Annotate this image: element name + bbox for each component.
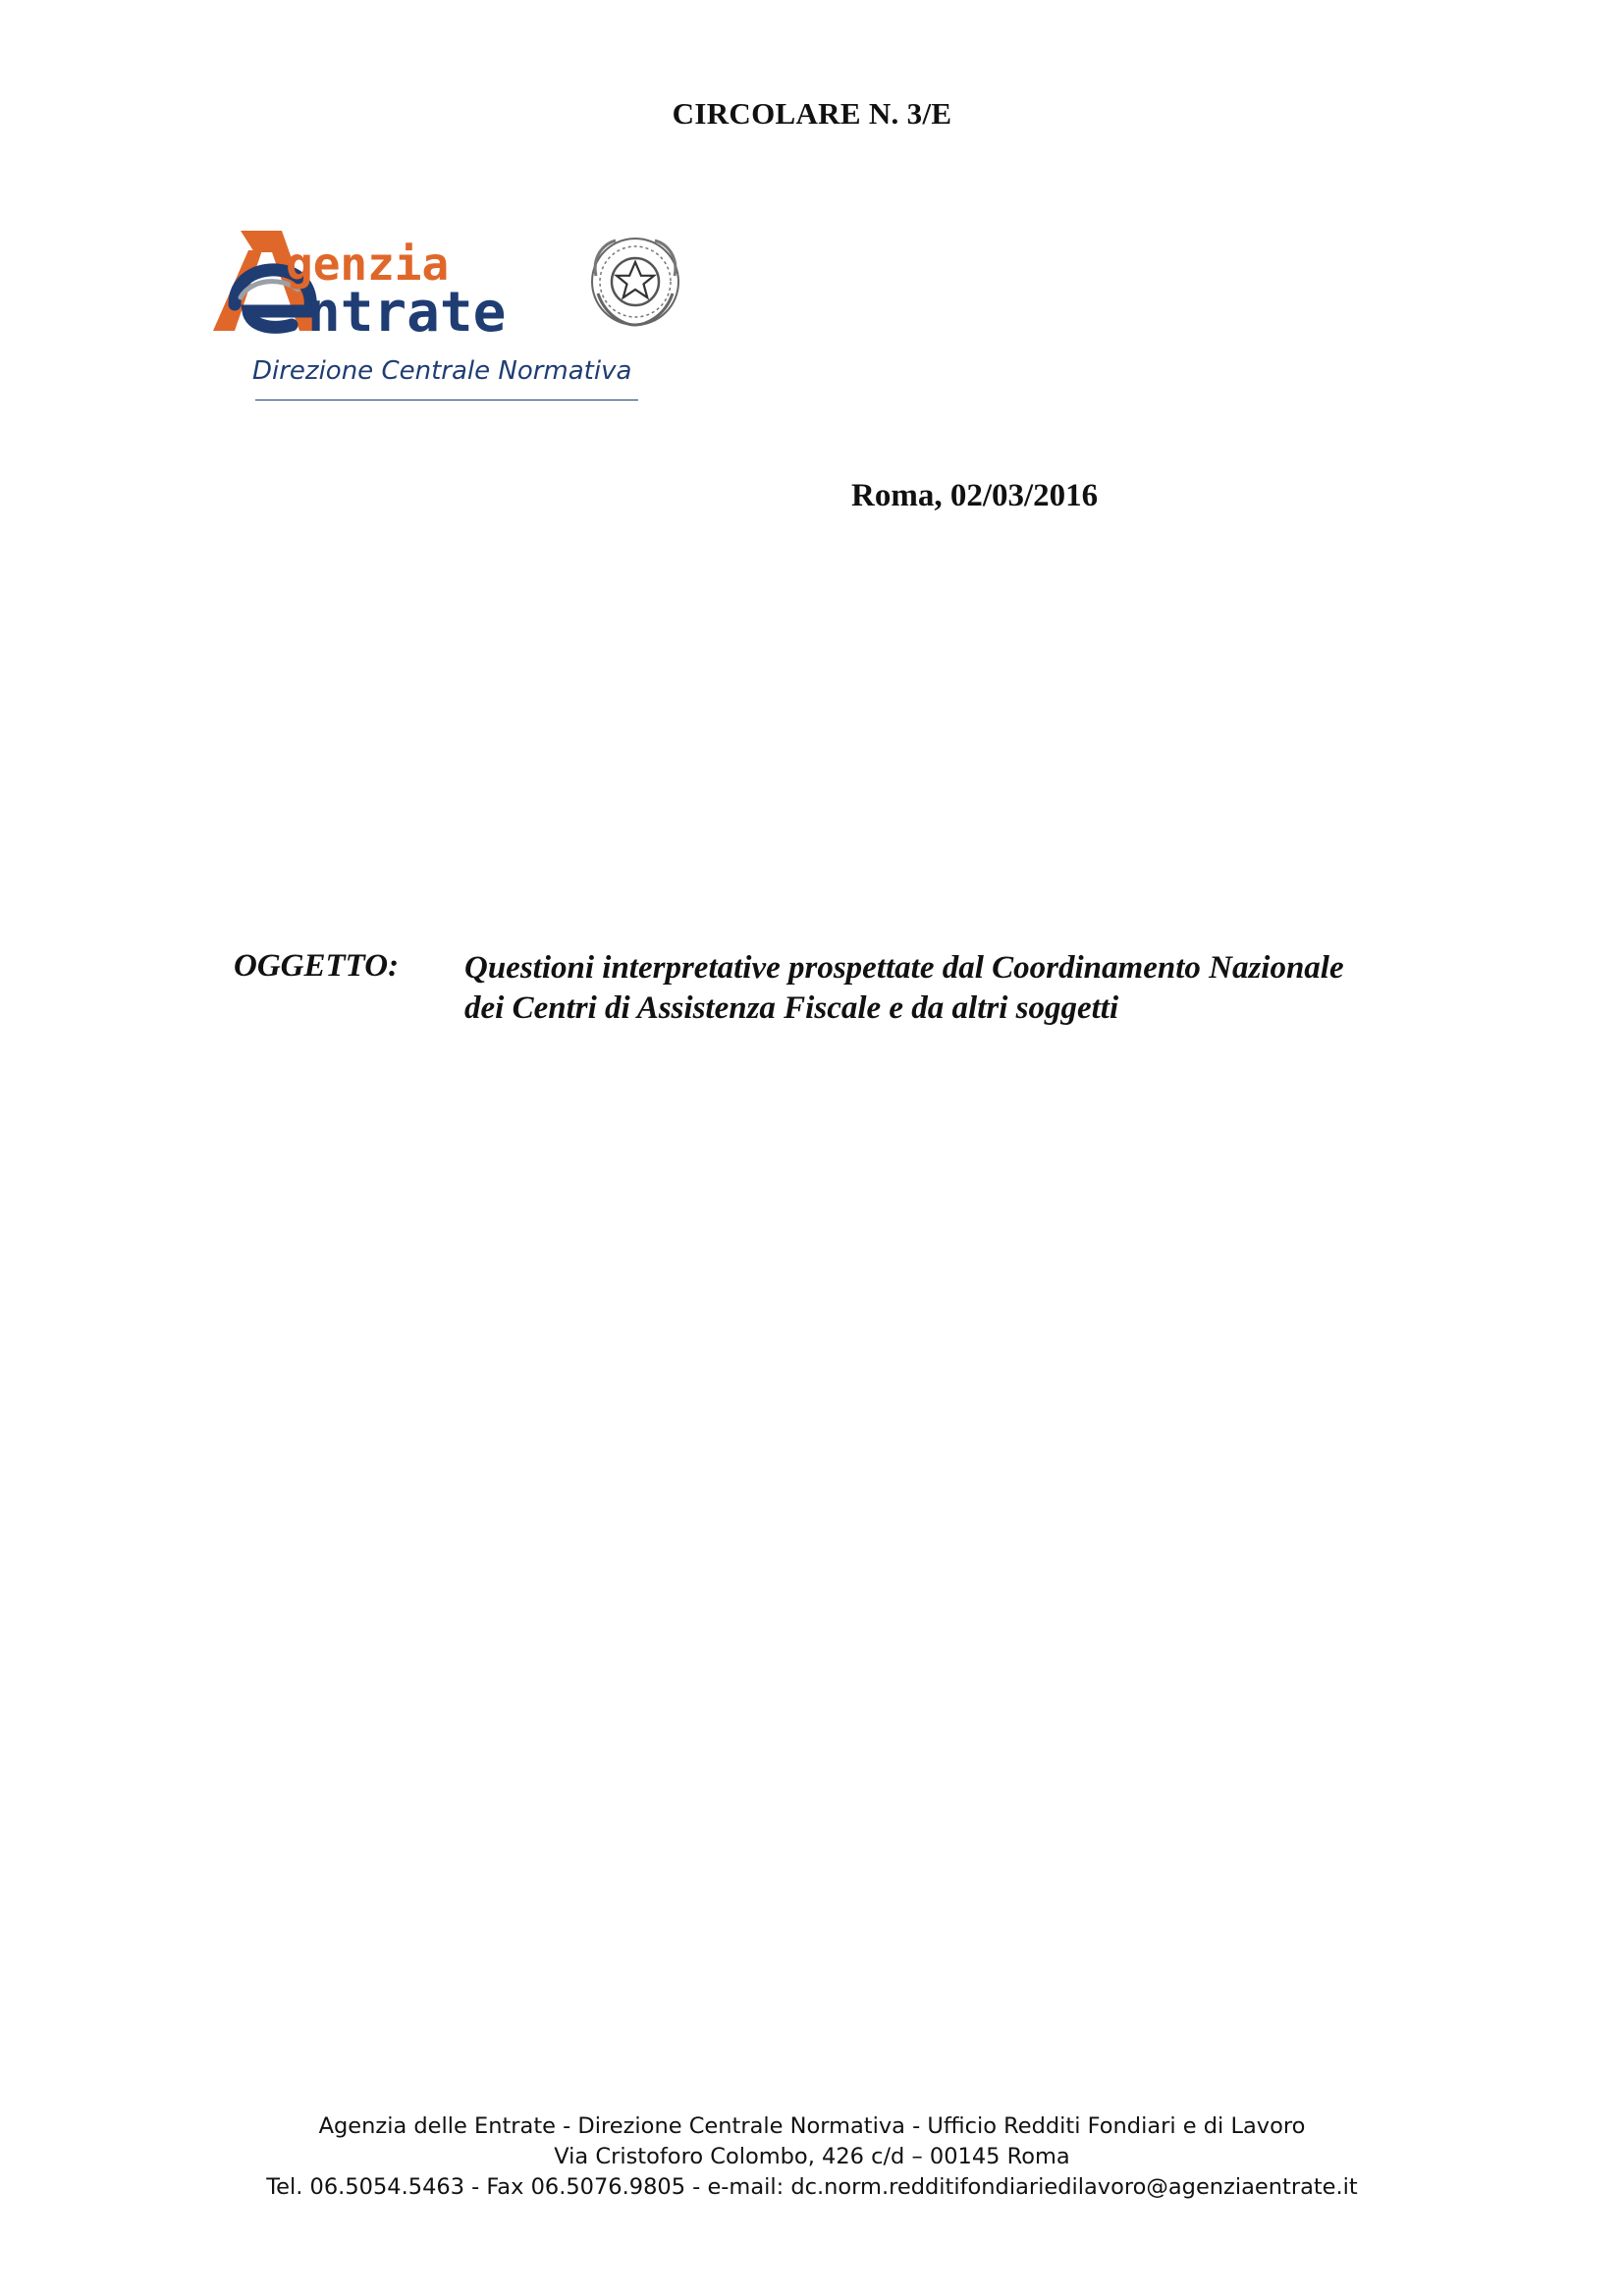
footer-contact-line: Tel. 06.5054.5463 - Fax 06.5076.9805 - e-mail: dc.norm.redditifondiariedilavoro@agenziaentrate.it [266, 2174, 1358, 2200]
subject-text [464, 948, 1466, 1029]
document-title: CIRCOLARE N. 3/E [672, 96, 952, 131]
subject-line-2: dei Centri di Assistenza Fiscale e da altri soggetti [464, 990, 1119, 1026]
subject-label: OGGETTO: [234, 948, 400, 984]
logo-wordmark [211, 221, 682, 353]
agency-logo [211, 221, 682, 407]
footer-office-line: Agenzia delle Entrate - Direzione Centrale Normativa - Ufficio Redditi Fondiari e di Lavoro [318, 2113, 1306, 2139]
footer-address-line: Via Cristoforo Colombo, 426 c/d – 00145 Roma [554, 2144, 1070, 2169]
document-date: Roma, 02/03/2016 [851, 478, 1099, 513]
logo-wordmark-line2: ntrate [307, 281, 507, 345]
italian-republic-emblem-icon [592, 239, 678, 325]
subject-line-1: Questioni interpretative prospettate dal Coordinamento Nazionale [464, 950, 1344, 986]
logo-subtitle: Direzione Centrale Normativa [252, 356, 632, 386]
logo-wordmark-line1: genzia [286, 238, 450, 291]
page-footer [0, 2111, 1624, 2203]
subject-label-text: OGGETTO [234, 948, 389, 984]
